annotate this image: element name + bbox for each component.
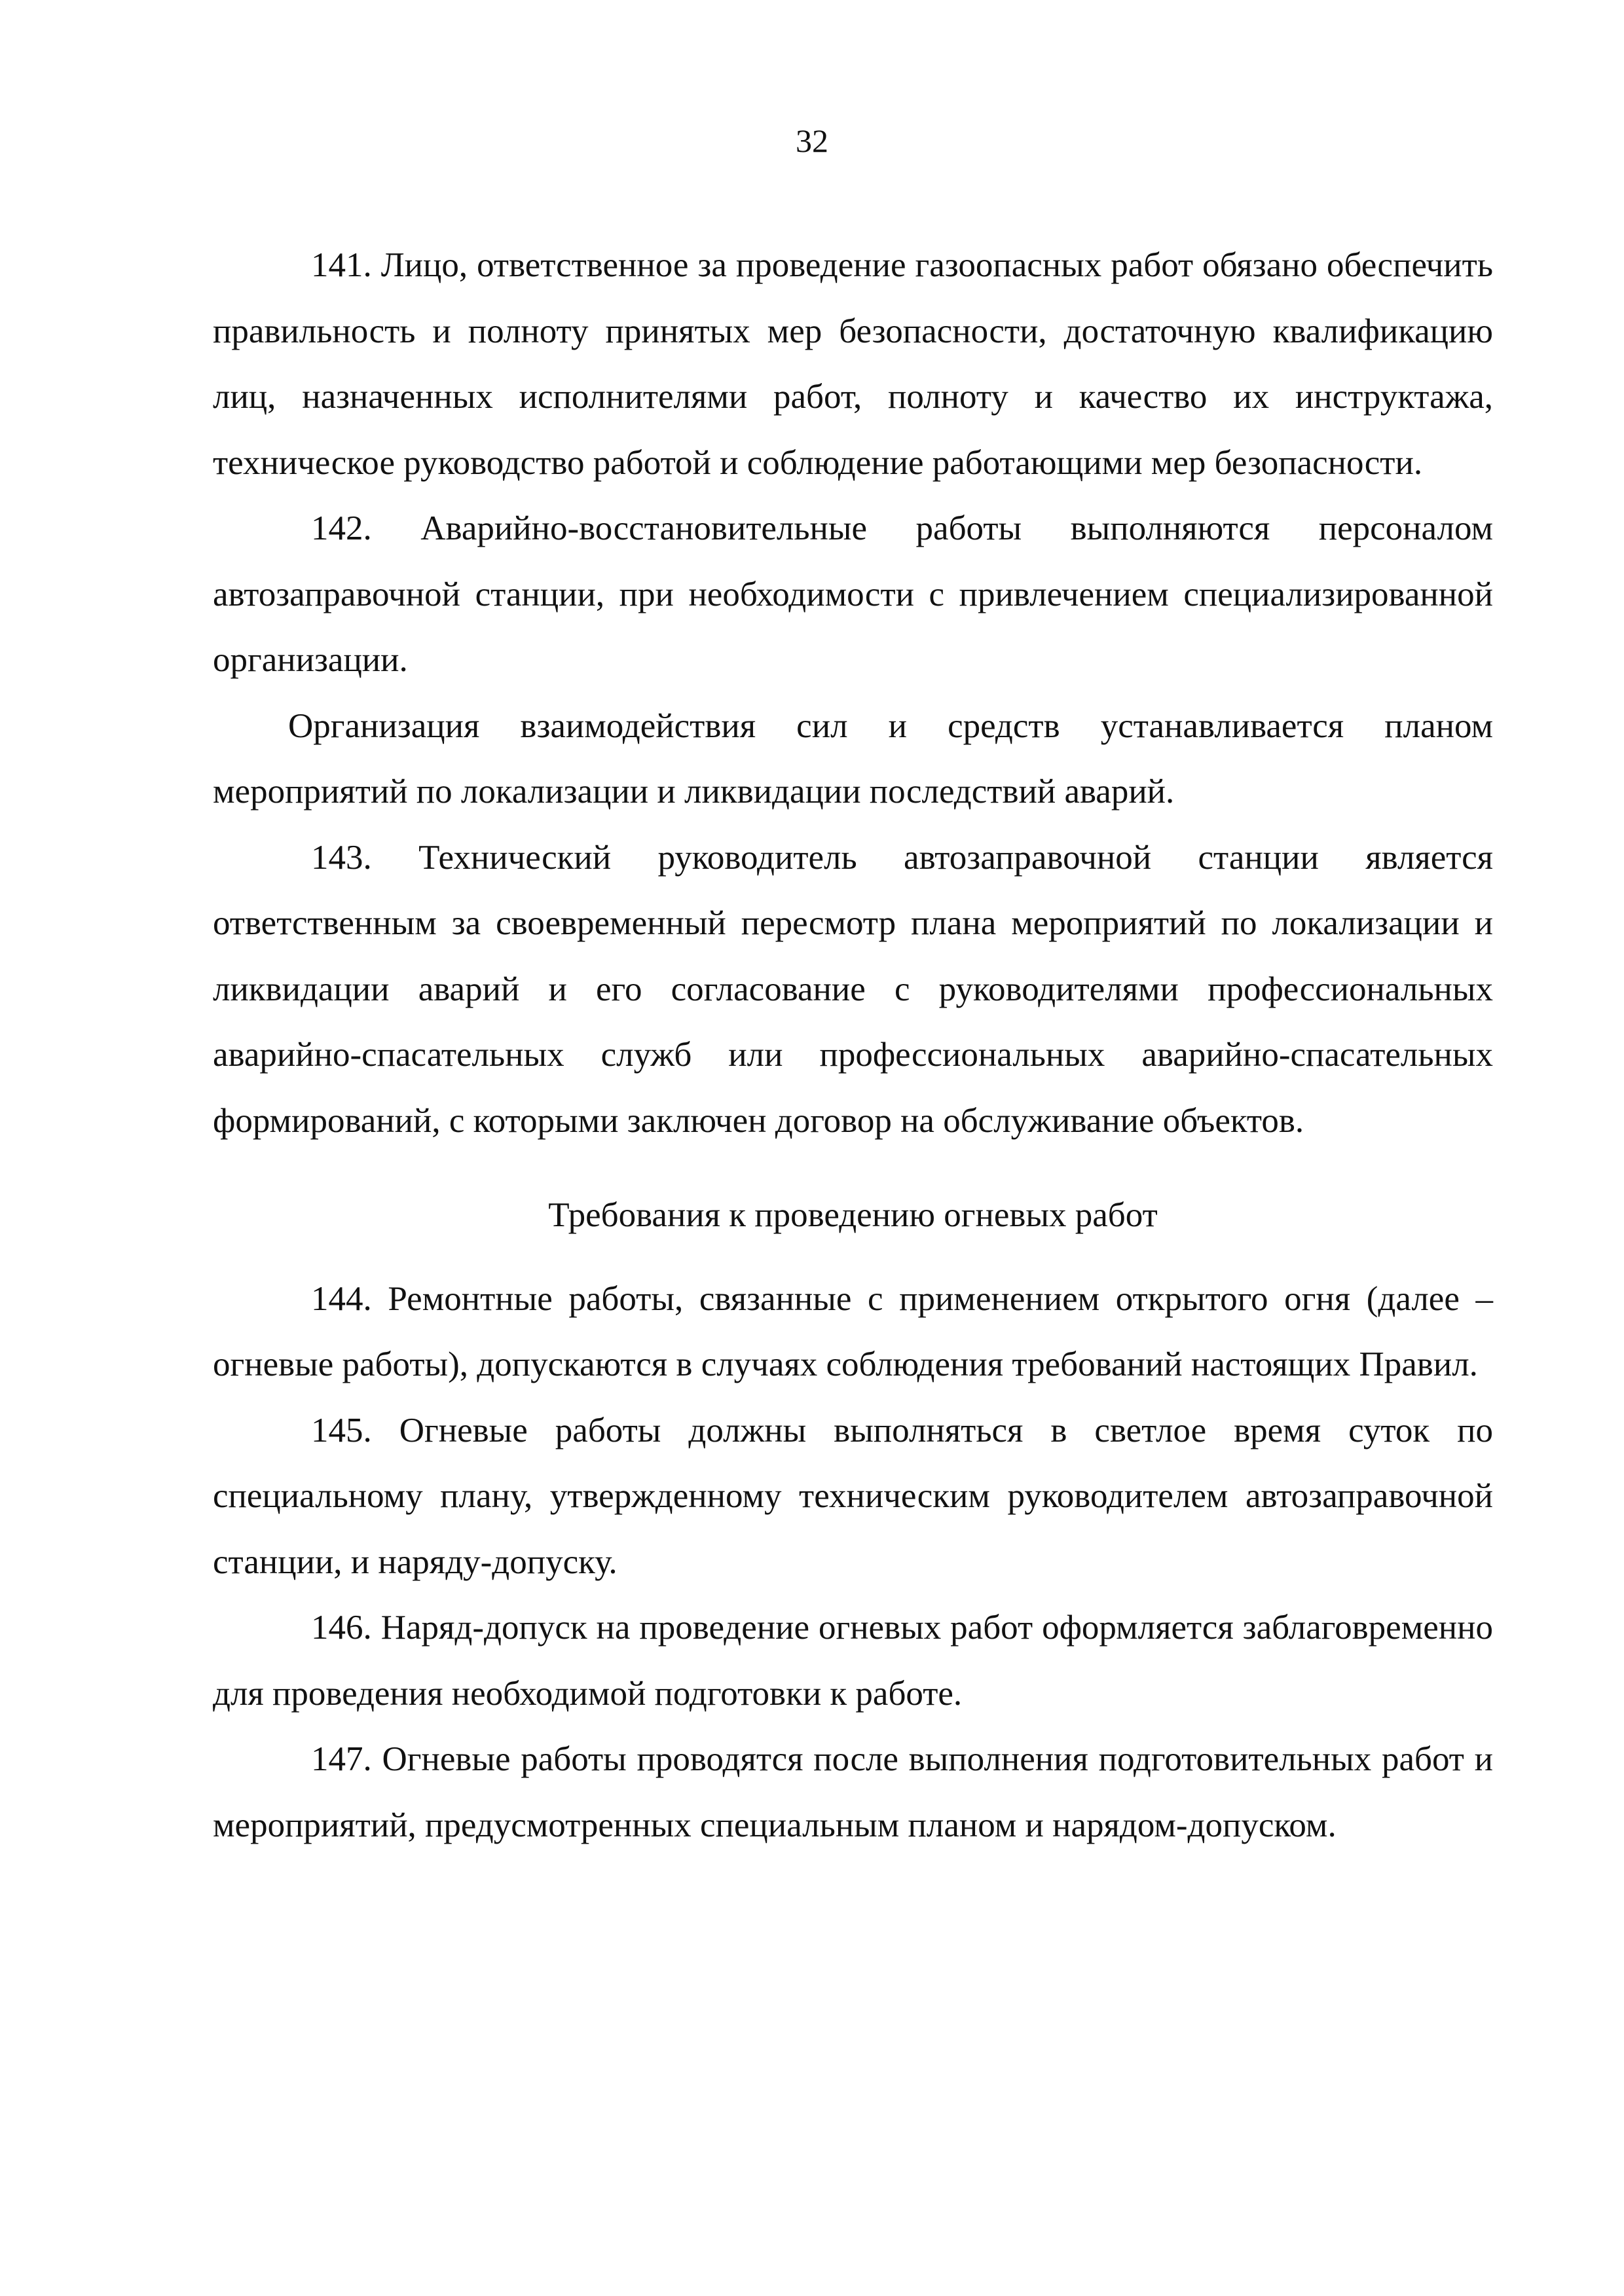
section-heading: Требования к проведению огневых работ — [548, 1196, 1158, 1234]
paragraph-141: 141. Лицо, ответственное за проведение газоопасных работ обязано обеспечить правильность и полноту принятых мер безопасности, достаточную квалификацию лиц, назначенных исполнителями работ, полноту и качество их инструктажа, техническое руководство работой и соблюдение работающими мер безопасности. — [213, 246, 1493, 482]
paragraph-147: 147. Огневые работы проводятся после выполнения подготовительных работ и мероприятий, предусмотренных специальным планом и нарядом-допуском. — [213, 1740, 1493, 1844]
section-spacer-bottom — [213, 1248, 1493, 1266]
paragraph-143: 143. Технический руководитель автозаправочной станции является ответственным за своевременный пересмотр плана мероприятий по локализации и ликвидации аварий и его согласование с руководителями профессиональных аварийно-спасательных служб или профессиональных аварийно-спасательных формирований, с которыми заключен договор на обслуживание объектов. — [213, 838, 1493, 1140]
paragraph-142: 142. Аварийно-восстановительные работы выполняются персоналом автозаправочной станции, при необходимости с привлечением специализированной организации. — [213, 509, 1493, 679]
paragraph-142-continuation: Организация взаимодействия сил и средств устанавливается планом мероприятий по локализации и ликвидации последствий аварий. — [213, 706, 1493, 811]
page-number: 32 — [796, 122, 828, 159]
document-body — [213, 232, 1493, 1858]
section-spacer-top — [213, 1154, 1493, 1182]
paragraph-144: 144. Ремонтные работы, связанные с применением открытого огня (далее – огневые работы), допускаются в случаях соблюдения требований настоящих Правил. — [213, 1279, 1493, 1383]
paragraph-146: 146. Наряд-допуск на проведение огневых работ оформляется заблаговременно для проведения необходимой подготовки к работе. — [213, 1609, 1493, 1713]
paragraph-145: 145. Огневые работы должны выполняться в светлое время суток по специальному плану, утвержденному техническим руководителем автозаправочной станции, и наряду-допуску. — [213, 1411, 1493, 1581]
